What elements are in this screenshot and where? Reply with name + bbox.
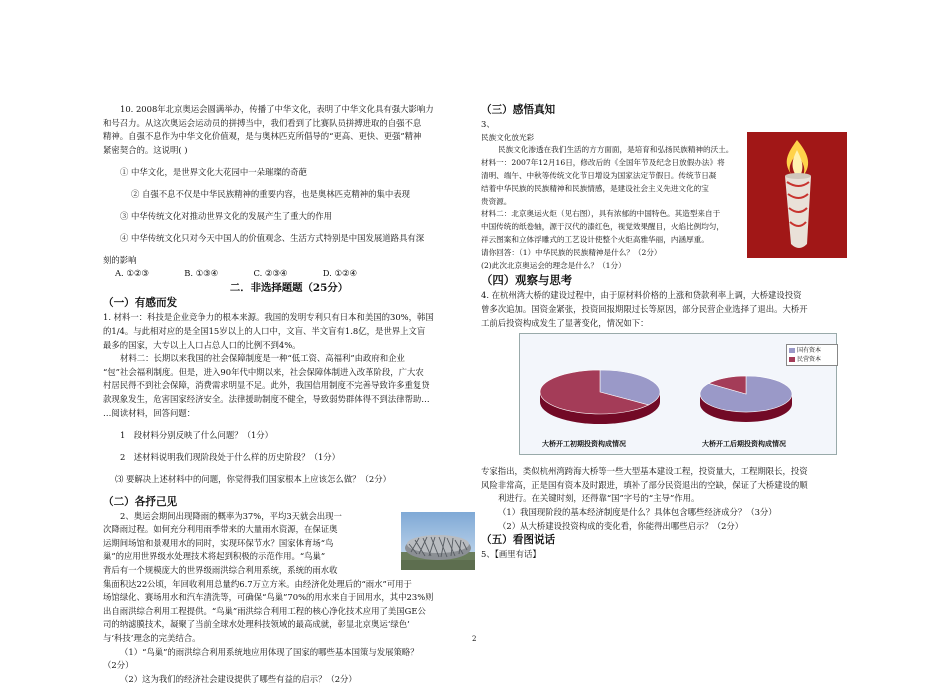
section-1-title: （一）有感而发: [103, 297, 178, 310]
material-line: 清明、端午、中秋等传统文化节日增设为国家法定节假日。传统节日凝: [481, 170, 717, 180]
q10-stem-line: 和号召力。从这次奥运会运动员的拼搏当中，我们看到了比赛队员拼搏进取的自强不息: [103, 117, 422, 128]
legend-label: 国有资本: [797, 347, 822, 355]
section-5: [481, 533, 847, 562]
question-number: 3、: [481, 119, 495, 129]
section-5-line: 5、【画里有话】: [481, 549, 541, 560]
material-line: 风险非常高，正是国有资本及时跟进，填补了部分民资退出的空缺，保证了大桥建设的顺: [481, 479, 808, 490]
sub-question: （2）这为我们的经济社会建设提供了哪些有益的启示？（2分）: [120, 673, 357, 684]
sub-question-score: （2分）: [103, 660, 134, 671]
material-line: 运期间场馆和景观用水的同时，实现环保节水？国家体育场“鸟: [103, 537, 334, 548]
section-1: [103, 296, 475, 486]
material-line: 材料一：2007年12月16日，修改后的《全国年节及纪念日放假办法》将: [481, 158, 725, 168]
material-line: 中国传统的纸卷轴，源于汉代的漆红色，视觉效果醒目，火焰比例均匀，: [481, 222, 724, 232]
material-line: 材料二：北京奥运火炬（见右图），具有浓郁的中国特色。其造型来自于: [481, 209, 721, 219]
q10-options: [103, 267, 475, 281]
legend-swatch: [789, 348, 795, 353]
material-line: 工前后投资构成发生了显著变化，情况如下：: [481, 317, 649, 328]
option-c: C. ②③④: [253, 268, 288, 279]
sub-question: 1 段材料分别反映了什么问题？（1分）: [120, 429, 274, 440]
section-4-title: （四）观察与思考: [481, 273, 573, 288]
question-10: [103, 103, 475, 281]
material-line: 曾多次追加。国资金紧张，投资回报期限过长等原因，部分民营企业选择了退出。大桥开: [481, 303, 808, 314]
material-line: 巢”的应用世界级水处理技术将起到积极的示范作用。“鸟巢”: [103, 551, 326, 562]
section-3-title: （三）感悟真知: [481, 104, 556, 116]
chart-legend: [786, 344, 838, 366]
material-line: 背后有一个规模庞大的世界级雨洪综合利用系统，系统的雨水收: [103, 564, 338, 575]
material-line: 最多的国家，大专以上人口占总人口的比例不到4%。: [103, 339, 301, 350]
right-column: [481, 103, 847, 562]
material-line: 的1/4。与此相对应的是全国15岁以上的人口中，文盲、半文盲有1.8亿，是世界上文盲: [103, 326, 426, 337]
material-line: 村居民得不到社会保障，消费需求明显不足。此外，我国信用制度不完善导致许多重复贷: [103, 380, 430, 391]
sub-question: 请你回答：（1）中华民族的民族精神是什么？（2分）: [481, 247, 662, 257]
section-2: [103, 495, 475, 686]
material-heading: 民族文化放光彩: [481, 132, 535, 142]
legend-swatch: [789, 357, 795, 362]
q10-statement: ④ 中华传统文化只对今天中国人的价值观念、生活方式特别是中国发展道路具有深: [120, 232, 425, 243]
olympic-torch-image: [747, 132, 847, 258]
sub-question: ⑶ 要解决上述材料中的问题，你觉得我们国家根本上应该怎么做？（2分）: [115, 473, 391, 484]
sub-question: (2)此次北京奥运会的理念是什么？（1分）: [481, 260, 626, 270]
material-line: 场馆绿化、赛场用水和汽车清洗等，可确保“鸟巢”70%的用水来自于回用水，其中23%则: [103, 592, 434, 603]
legend-label: 民营资本: [797, 356, 822, 364]
material-line: 材料二：长期以来我国的社会保障制度是一种“低工资、高福利”由政府和企业: [120, 353, 405, 364]
material-line: 司的纳滤膜技术，凝聚了当前全球水处理科技领域的最高成就，彰显北京奥运‘绿色’: [103, 619, 410, 630]
q10-statement: 刻的影响: [103, 254, 137, 265]
material-line: 次降雨过程。如何充分利用雨季带来的大量雨水资源，在保证奥: [103, 524, 338, 535]
material-line: …阅读材料，回答问题：: [103, 407, 196, 418]
option-a: A. ①②③: [115, 268, 149, 279]
q10-statement: ① 中华文化，是世界文化大花园中一朵璀璨的奇葩: [120, 166, 307, 177]
investment-pie-charts: [519, 333, 837, 455]
sub-question: （1）我国现阶段的基本经济制度是什么？具体包含哪些经济成分？（3分）: [498, 506, 777, 517]
q10-stem-line: 紧密契合的。这说明( ): [103, 144, 188, 155]
material-line: 民族文化渗透在我们生活的方方面面，是培育和弘扬民族精神的沃土。: [498, 145, 734, 155]
material-line: 出自雨洪综合利用工程提供。“鸟巢”雨洪综合利用工程的核心净化技术应用了美国GE公: [103, 605, 426, 616]
material-line: 集面积达22公顷，年回收利用总量约6.7万立方米。由经济化处理后的“雨水”可用于: [103, 578, 412, 589]
part-two-title: 二．非选择题题（25分）: [229, 281, 349, 294]
material-line: 专家指出，类似杭州湾跨海大桥等一些大型基本建设工程，投资量大，工程期限长，投资: [481, 466, 808, 477]
section-4: [481, 272, 847, 533]
material-line: 4. 在杭州湾大桥的建设过程中，由于原材料价格的上涨和贷款利率上调，大桥建设投资: [481, 290, 802, 301]
material-line: 1. 材料一：科技是企业竞争力的根本来源。我国的发明专利只有日本和美国的30%，韩国: [103, 312, 434, 323]
section-2-title: （二）各抒己见: [103, 495, 178, 508]
page-number: 2: [472, 635, 477, 643]
sub-question: （1）“鸟巢”的雨洪综合利用系统地应用体现了国家的哪些基本国策与发展策略？: [120, 646, 419, 657]
material-line: 祥云图案和立体浮雕式的工艺设计使整个火炬高雅华丽，内涵厚重。: [481, 234, 709, 244]
material-line: 与‘科技’理念的完美结合。: [103, 632, 201, 643]
option-d: D. ①②④: [322, 268, 357, 279]
material-line: 结着中华民族的民族精神和民族情感，是建设社会主义先进文化的宝: [481, 183, 709, 193]
q10-stem-line: 10. 2008年北京奥运会圆满举办，传播了中华文化，表明了中华文化具有强大影响力: [120, 104, 434, 114]
birds-nest-stadium-image: [401, 512, 475, 570]
material-line: 贵资源。: [481, 196, 512, 206]
legend-item: [789, 355, 835, 364]
chart-2-title: 大桥开工后期投资构成情况: [702, 440, 786, 449]
material-line: 利进行。在关键时刻，还得靠“国”字号的“主导”作用。: [498, 493, 700, 504]
legend-item: [789, 346, 835, 355]
q10-statement: ③ 中华传统文化对推动世界文化的发展产生了重大的作用: [120, 210, 333, 221]
sub-question: （2）从大桥建设投资构成的变化看，你能得出哪些启示？（2分）: [498, 520, 744, 531]
material-line: 2、奥运会期间出现降雨的概率为37%，平均3天就会出现一: [120, 510, 342, 521]
material-line: 款现象发生，危害国家经济安全。法律援助制度不健全，导致弱势群体得不到法律帮助…: [103, 394, 430, 405]
section-3: [481, 103, 847, 272]
section-5-title: （五）看图说话: [481, 534, 556, 547]
chart-1-title: 大桥开工初期投资构成情况: [542, 440, 626, 449]
q10-statement: ② 自强不息不仅是中华民族精神的重要内容，也是奥林匹克精神的集中表现: [131, 188, 411, 199]
left-column: [103, 103, 475, 686]
q10-stem-line: 精神。自强不息作为中华文化价值观，是与奥林匹克所倡导的“更高、更快、更强”精神: [103, 131, 422, 142]
option-b: B. ①③④: [184, 268, 219, 279]
material-line: “包”社会福利制度。但是，进入90年代中期以来，社会保障体制进入改革阶段，广大农: [103, 366, 424, 377]
sub-question: 2 述材料说明我们现阶段处于什么样的历史阶段？（1分）: [120, 451, 341, 462]
